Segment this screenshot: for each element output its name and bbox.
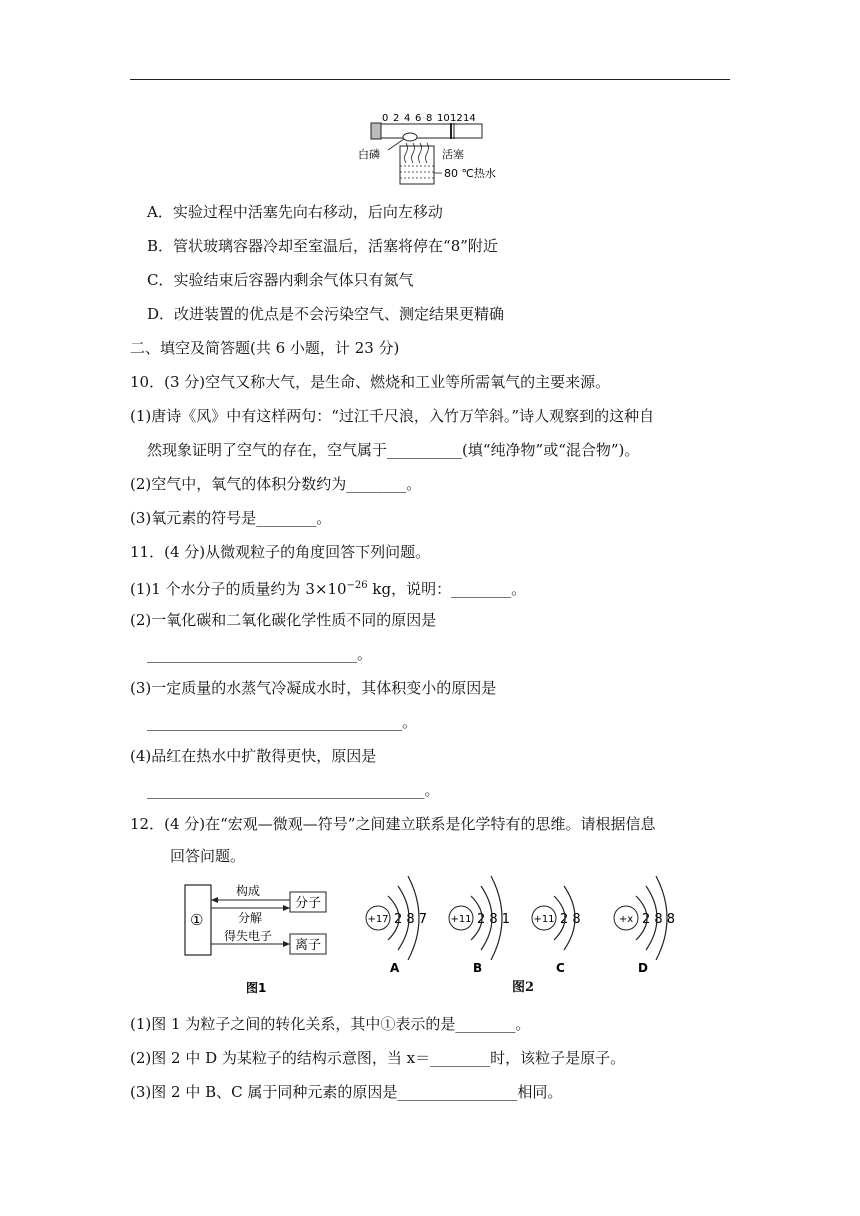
atom-diagram bbox=[614, 876, 675, 975]
label-electron: 得失电子 bbox=[224, 929, 273, 943]
q11-part1: (1)1 个水分子的质量约为 $3\times 10^{-26}$ kg，说明：________。 bbox=[130, 580, 527, 598]
option-a: A．实验过程中活塞先向右移动，后向左移动 bbox=[147, 203, 443, 221]
water-label: 80 ℃热水 bbox=[444, 167, 496, 180]
q10-stem: 10．(3 分)空气又称大气，是生命、燃烧和工业等所需氧气的主要来源。 bbox=[130, 373, 611, 391]
piston-label: 活塞 bbox=[442, 148, 464, 161]
option-b: B．管状玻璃容器冷却至室温后，活塞将停在“8”附近 bbox=[147, 237, 498, 255]
shell-electrons: 2 8 1 bbox=[477, 912, 511, 927]
section-title: 二、填空及简答题(共 6 小题，计 23 分) bbox=[130, 339, 400, 357]
atom-label: C bbox=[556, 961, 565, 975]
q10-part2: (2)空气中，氧气的体积分数约为________。 bbox=[130, 475, 422, 493]
q12-part3: (3)图 2 中 B、C 属于同种元素的原因是________________相同。 bbox=[130, 1083, 563, 1101]
q12-stem-line1: 12．(4 分)在“宏观—微观—符号”之间建立联系是化学特有的思维。请根据信息 bbox=[130, 815, 656, 833]
option-c: C．实验结束后容器内剩余气体只有氮气 bbox=[147, 271, 414, 289]
q10-part1-line2: 然现象证明了空气的存在，空气属于__________(填“纯净物”或“混合物”)。 bbox=[147, 441, 640, 459]
phosphorus-icon bbox=[403, 133, 417, 141]
q11-part3-blank: __________________________________。 bbox=[147, 713, 418, 731]
label-decompose: 分解 bbox=[238, 911, 263, 925]
stopper bbox=[371, 123, 381, 139]
option-d: D．改进装置的优点是不会污染空气、测定结果更精确 bbox=[147, 305, 505, 323]
q10-part1-line1: (1)唐诗《风》中有这样两句：“过江千尺浪，入竹万竿斜。”诗人观察到的这种自 bbox=[130, 407, 655, 425]
label-construct: 构成 bbox=[236, 884, 261, 898]
q11-part2: (2)一氧化碳和二氧化碳化学性质不同的原因是 bbox=[130, 611, 437, 629]
scale-label: 8 bbox=[426, 113, 433, 124]
atom-diagram bbox=[449, 876, 510, 975]
apparatus-figure bbox=[358, 110, 508, 190]
atom-diagram bbox=[532, 886, 581, 975]
scale-label: 0 bbox=[382, 113, 389, 124]
q11-part2-blank: ____________________________。 bbox=[147, 645, 373, 663]
nucleus-charge: +11 bbox=[533, 914, 555, 925]
scale-label: 12 bbox=[450, 113, 463, 124]
q12-stem-line2: 回答问题。 bbox=[170, 847, 246, 865]
q11-part3: (3)一定质量的水蒸气冷凝成水时，其体积变小的原因是 bbox=[130, 679, 497, 697]
molecule-label: 分子 bbox=[295, 896, 322, 911]
q11-part4-blank: _____________________________________。 bbox=[147, 781, 440, 799]
center-circle-label: ① bbox=[190, 911, 204, 929]
q11-part4: (4)品红在热水中扩散得更快，原因是 bbox=[130, 747, 377, 765]
atom-label: A bbox=[390, 961, 400, 975]
atom-diagram bbox=[366, 876, 427, 975]
atom-label: D bbox=[638, 961, 648, 975]
q12-part1: (1)图 1 为粒子之间的转化关系，其中①表示的是________。 bbox=[130, 1015, 531, 1033]
q12-part2: (2)图 2 中 D 为某粒子的结构示意图，当 x＝________时，该粒子是原子。 bbox=[130, 1049, 626, 1067]
shell-electrons: 2 8 bbox=[560, 912, 581, 927]
ion-label: 离子 bbox=[295, 938, 322, 953]
scale-label: 10 bbox=[437, 113, 450, 124]
figure-1-caption: 图1 bbox=[246, 981, 267, 995]
top-rule bbox=[130, 79, 730, 80]
figure-1 bbox=[180, 880, 350, 1000]
scale-label: 2 bbox=[393, 113, 400, 124]
q11-stem: 11．(4 分)从微观粒子的角度回答下列问题。 bbox=[130, 543, 431, 561]
figure-2-caption: 图2 bbox=[512, 980, 535, 995]
shell-electrons: 2 8 7 bbox=[394, 912, 428, 927]
atom-label: B bbox=[473, 961, 483, 975]
shell-electrons: 2 8 8 bbox=[642, 912, 676, 927]
glass-tube bbox=[374, 124, 482, 138]
phosphorus-label: 白磷 bbox=[358, 148, 380, 161]
scale-label: 6 bbox=[415, 113, 422, 124]
nucleus-charge: +x bbox=[618, 914, 634, 925]
scale-label: 14 bbox=[463, 113, 476, 124]
nucleus-charge: +17 bbox=[367, 914, 389, 925]
scale-label: 4 bbox=[404, 113, 411, 124]
q10-part3: (3)氧元素的符号是________。 bbox=[130, 509, 332, 527]
nucleus-charge: +11 bbox=[450, 914, 472, 925]
